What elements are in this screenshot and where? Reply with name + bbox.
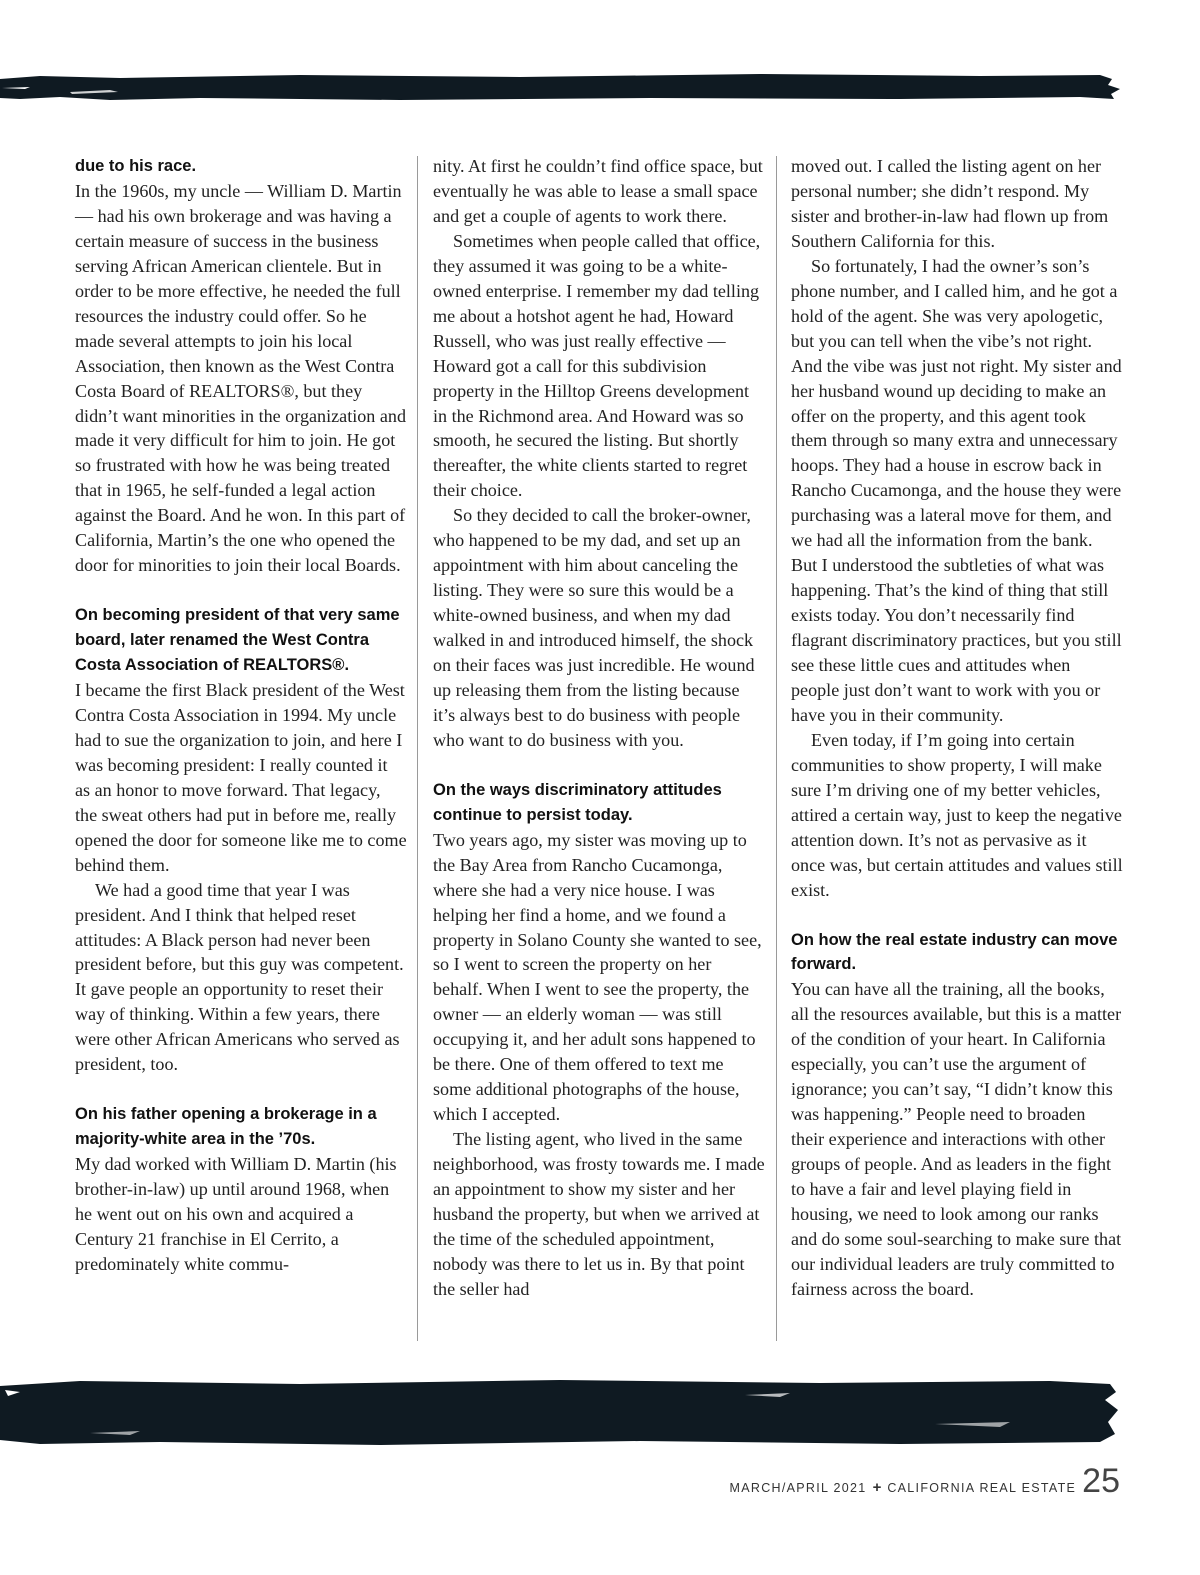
body-paragraph: I became the first Black president of the West Contra Costa Association in 1994. My uncle had to sue the organization to join, and here I was becoming president: I really counted it as an honor to move forward. That legacy, the sweat others had put in before me, really opened the door for someone like me to come behind them. [75,680,407,875]
body-paragraph: nity. At first he couldn’t find office space, but eventually he was able to lease a small space and get a couple of agents to work there. [433,156,763,226]
body-paragraph: My dad worked with William D. Martin (his brother-in-law) up until around 1968, when he went out on his own and acquired a Century 21 franchise in El Cerrito, a predominately white commu- [75,1154,397,1274]
footer-separator: + [872,1479,882,1496]
body-paragraph: So fortunately, I had the owner’s son’s phone number, and I called him, and he got a hold of the agent. She was very apologetic, but you can tell when the vibe’s not right. And the vibe was just not right. My sister and her husband wound up deciding to make an offer on the property, and this agent took them through so many extra and unnecessary hoops. They had a house in escrow back in Rancho Cucamonga, and the house they were purchasing was a lateral move for them, and we had all the information from the bank. But I understood the subtleties of what was happening. That’s the kind of thing that still exists today. You don’t necessarily find flagrant discriminatory practices, but you still see these little cues and attitudes when people just don’t want to work with you or have you in their community. [791,255,1122,725]
body-paragraph: Two years ago, my sister was moving up to the Bay Area from Rancho Cucamonga, where she had a very nice house. I was helping her find a home, and we found a property in Solano County she wanted to see, so I went to screen the property on her behalf. When I went to see the property, the owner — an elderly woman — was still occupying it, and her adult sons happened to be there. One of them offered to text me some additional photographs of the house, which I accepted. [433,829,762,1125]
body-paragraph: We had a good time that year I was president. And I think that helped reset attitudes: A Black person had never been president before, but this guy was competent. It gave people an opportunity to reset their way of thinking. Within a few years, there were other African Americans who served as president, too. [75,879,404,1075]
body-paragraph: Sometimes when people called that office, they assumed it was going to be a white-owned enterprise. I remember my dad telling me about a hotshot agent he had, Howard Russell, who was just really effective — Howard got a call for this subdivision property in the Hilltop Greens development in the Richmond area. And Howard was so smooth, he secured the listing. But shortly thereafter, the white clients started to regret their choice. [433,230,761,501]
brush-stroke-bottom [0,1378,1125,1448]
article-column-3 [791,154,1123,1302]
body-paragraph: You can have all the training, all the books, all the resources available, but this is a matter of the condition of your heart. In California especially, you can’t use the argument of ignorance; you can’t say, “I didn’t know this was happening.” People need to broaden their experience and interactions with other groups of people. And as leaders in the fight to have a fair and level playing field in housing, we need to look among our ranks and do some soul-searching to make sure that our individual leaders are truly committed to fairness across the board. [791,979,1122,1299]
issue-date: MARCH/APRIL 2021 [729,1481,867,1495]
magazine-title: CALIFORNIA REAL ESTATE [887,1481,1077,1495]
section-heading: due to his race. [75,157,197,175]
column-divider [776,156,777,1341]
body-paragraph: In the 1960s, my uncle — William D. Martin — had his own brokerage and was having a certain measure of success in the business serving African American clientele. But in order to be more effective, he needed the full resources the industry could offer. So he made several attempts to join his local Association, then known as the West Contra Costa Board of REALTORS®, but they didn’t want minorities in the organization and made it very difficult for him to join. He got so frustrated with how he was being treated that in 1965, he self-funded a legal action against the Board. And he won. In this part of California, Martin’s the one who opened the door for minorities to join their local Boards. [75,180,406,576]
body-paragraph: Even today, if I’m going into certain communities to show property, I will make sure I’m driving one of my better vehicles, attired a certain way, just to keep the negative attention down. It’s not as pervasive as it once was, but certain attitudes and values still exist. [791,729,1123,900]
body-paragraph: moved out. I called the listing agent on her personal number; she didn’t respond. My sister and brother-in-law had flown up from Southern California for this. [791,156,1109,251]
body-paragraph: The listing agent, who lived in the same neighborhood, was frosty towards me. I made an appointment to show my sister and her husband the property, but when we arrived at the time of the scheduled appointment, nobody was there to let us in. By that point the seller had [433,1129,765,1299]
body-paragraph: So they decided to call the broker-owner, who happened to be my dad, and set up an appointment with him about canceling the listing. They were so sure this would be a white-owned business, and when my dad walked in and introduced himself, the shock on their faces was just incredible. He wound up releasing them from the listing because it’s always best to do business with people who want to do business with you. [433,505,755,750]
column-divider [417,156,418,1341]
section-heading: On the ways discriminatory attitudes continue to persist today. [433,780,722,824]
article-column-2 [433,154,765,1302]
section-heading: On becoming president of that very same board, later renamed the West Contra Costa Association of REALTORS®. [75,606,400,675]
page-footer [730,1462,1120,1501]
section-heading: On his father opening a brokerage in a majority-white area in the ’70s. [75,1105,377,1149]
section-heading: On how the real estate industry can move forward. [791,930,1118,974]
page-number: 25 [1082,1462,1120,1500]
article-column-1 [75,154,407,1277]
brush-stroke-top [0,70,1125,106]
